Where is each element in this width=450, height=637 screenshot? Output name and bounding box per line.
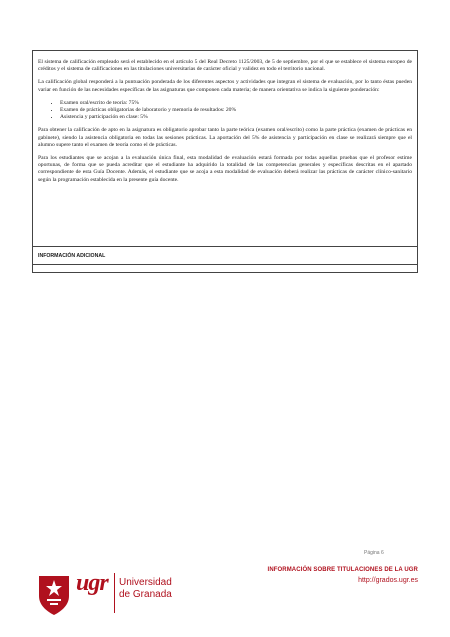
university-name-line1: Universidad	[119, 577, 172, 588]
evaluation-table	[32, 50, 418, 273]
university-name-line2: de Granada	[119, 589, 172, 600]
page-footer	[0, 537, 450, 637]
university-crest-icon	[36, 572, 72, 616]
weighting-item: • Examen oral/escrito de teoría: 75%	[60, 100, 412, 107]
page-number: Página 6	[364, 550, 384, 556]
evaluation-paragraph-2: La calificación global responderá a la puntuación ponderada de los diferentes aspectos y actividades que integran el sistema de evaluación, por lo tanto éstas pueden variar en función de las necesidades específicas de las asignaturas que componen cada materia; de manera orientativa se indica la siguiente ponderación:	[38, 79, 412, 93]
evaluation-paragraph-4: Para los estudiantes que se acojan a la evaluación única final, esta modalidad de evaluación estará formada por todas aquellas pruebas que el profesor estime oportunas, de forma que se pueda acreditar que el estudiante ha adquirido la totalidad de las competencias generales y específicas descritas en el apartado correspondiente de esta Guía Docente. Además, el estudiante que se acoja a esta modalidad de evaluación deberá realizar las prácticas de carácter clínico-sanitario según la programación establecida en la presente guía docente.	[38, 155, 412, 183]
titulaciones-info-title: INFORMACIÓN SOBRE TITULACIONES DE LA UGR	[267, 567, 418, 573]
university-name	[119, 577, 172, 601]
evaluation-paragraph-1: El sistema de calificación empleado será el establecido en el artículo 5 del Real Decreto 1125/2003, de 5 de septiembre, por el que se establece el sistema europeo de créditos y el sistema de calificaciones en las titulaciones universitarias de carácter oficial y validez en todo el territorio nacional.	[38, 59, 412, 73]
weighting-item: • Examen de prácticas obligatorias de laboratorio y memoria de resultados: 20%	[60, 107, 412, 114]
ugr-logo-text: ugr	[76, 570, 108, 596]
evaluation-paragraph-3: Para obtener la calificación de apto en la asignatura es obligatorio aprobar tanto la parte teórica (examen oral/escrito) como la parte práctica (examen de prácticas en gabinete), siendo la asistencia obligatoria en todas las sesiones prácticas. La aportación del 5% de asistencia y participación en clase se realizará siempre que el alumno supere tanto el examen de teoría como el de prácticas.	[38, 127, 412, 148]
evaluation-section	[33, 51, 417, 247]
additional-info-header: INFORMACIÓN ADICIONAL	[33, 247, 417, 265]
titulaciones-url-link[interactable]: http://grados.ugr.es	[358, 577, 418, 584]
weighting-item: • Asistencia y participación en clase: 5%	[60, 114, 412, 121]
additional-info-body	[33, 265, 417, 272]
weighting-list	[38, 100, 412, 122]
logo-divider	[114, 573, 115, 613]
